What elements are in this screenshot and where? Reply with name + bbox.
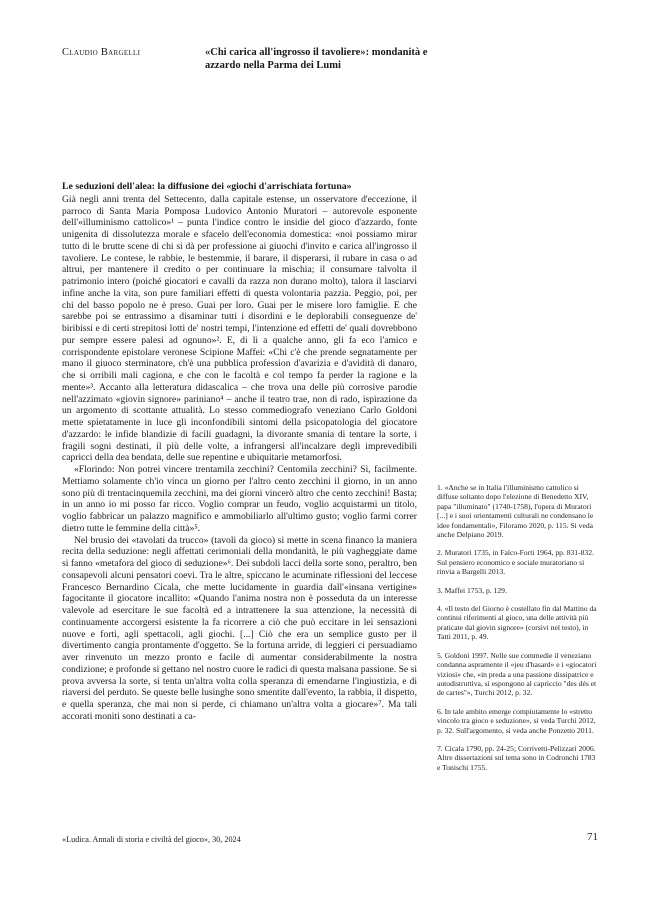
footnote-4: 4. «Il testo del Giorno è costellato fin dal Mattino da continui riferimenti al gioco, una delle attività più praticate dal giovin signore» (corsivi nel testo), in Tatti 2011, p. 49.: [437, 604, 597, 642]
footnote-6: 6. In tale ambito emerge compiutamente lo «stretto vincolo tra gioco e seduzione», si veda Turchi 2012, p. 32. Sull'argomento, si veda anche Ponzetto 2011.: [437, 706, 596, 735]
section-heading: Le seduzioni dell'alea: la diffusione dei «giochi d'arrischiata fortuna»: [62, 181, 352, 192]
footnote-1: 1. «Anche se in Italia l'illuminismo cattolico si diffuse soltanto dopo l'elezione di Benedetto XIV, papa "illuminato" (1740-1758), l'opera di Muratori [...] e i suoi orientamenti culturali ne condensano le idee fondamentali», Filoramo 2020, p. 115. Si veda anche Delpiano 2019.: [437, 483, 594, 540]
journal-footer: «Ludica. Annali di storia e civiltà del gioco», 30, 2024: [62, 835, 241, 844]
footnote-2: 2. Muratori 1735, in Falco-Forti 1964, pp. 831-832. Sul pensiero economico e sociale muratoriano si rinvia a Bargelli 2013.: [437, 548, 594, 577]
body-paragraph-2: «Florindo: Non potrei vincere trentamila zecchini? Centomila zecchini? Sì, facilmente. Mettiamo solamente ch'io vinca un giorno per l'altro cento zecchini il giorno, in un anno sono più di trentacinquemila zecchini, ma dei giorni vincerò altro che cento zecchini! Basta; in un anno io mi posso far ricco. Voglio comprar un feudo, voglio acquistarmi un titolo, voglio fabbricar un palazzo magnifico e ammobiliarlo all'ultimo gusto; voglio farmi correr dietro tutte le femmine della città»⁵.: [62, 464, 417, 534]
footnote-5: 5. Goldoni 1997. Nelle sue commedie il veneziano condanna aspramente il «jeu d'hasard» e i «giocatori viziosi» che, «in preda a una passione dissipatrice e autodistruttiva, si espongono al capriccio "des dés et de cartes"», Turchi 2012, p. 32.: [437, 650, 597, 698]
page-number: 71: [587, 831, 598, 843]
footnotes-column: [437, 483, 599, 781]
body-paragraph-3: Nel brusio dei «tavolati da trucco» (tavoli da gioco) si mette in scena financo la maniera recita della seduzione: negli affettati cerimoniali della mondanità, le più vagheggiate dame si fanno «metafora del gioco di seduzione»⁶. Dei subdoli lacci della sorte sono, peraltro, ben consapevoli alcuni pensatori coevi. Tra le altre, spiccano le acuminate riflessioni del leccese Francesco Bernardino Cicala, che mette lucidamente in guardia dall'«insana vertigine» fagocitante il giocatore incallito: «Quando l'anima nostra non è posseduta da un interesse valevole ad esercitare le sue facoltà ed a intrattenere la sua attenzione, la necessità di continuamente accorgersi esistente la fa ricorrere a ciò che può eccitare in lei sensazioni nuove e forti, agli spettacoli, agli giochi. [...] Ciò che era un semplice gusto per il divertimento cangia prontamente d'oggetto. Se la fortuna arride, di leggieri ci persuadiamo aver rinvenuto un mezzo pronto e facile di aumentar considerabilmente la nostra condizione; e profonde si gettano nel nostro cuore le radici di questa malsana passione. Se si prova avversa la sorte, si tenta un'altra volta colla speranza di emendarne l'ingiustizia, e di riaversi del perduto. Se queste belle lusinghe sono smentite dall'evento, la rabbia, il dispetto, e quella speranza, che mai non si perde, ci chiamano un'altra volta a giocare»⁷. Ma tali accorati moniti sono destinati a ca-: [62, 534, 417, 722]
running-head-title: «Chi carica all'ingrosso il tavoliere»: mondanità e azzardo nella Parma dei Lumi: [205, 47, 428, 71]
footnote-3: 3. Maffei 1753, p. 129.: [437, 585, 507, 595]
main-text-column: [62, 181, 417, 723]
footnote-7: 7. Cicala 1790, pp. 24-25; Corrivetti-Pelizzari 2006. Altre dissertazioni sul tema sono in Codronchi 1783 e Tonischi 1755.: [437, 743, 596, 772]
body-paragraph-1: Già negli anni trenta del Settecento, dalla capitale estense, un osservatore d'eccezione, il parroco di Santa Maria Pomposa Ludovico Antonio Muratori – autorevole esponente dell'«illuminismo cattolico»¹ – punta l'indice contro le insidie del gioco d'azzardo, fonte unigenita di dissolutezza morale e sfacelo dell'economia domestica: «noi possiamo mirar tutto di le brutte scene di chi si dà per professione ai giuochi d'invito e carica all'ingrosso il tavoliere. Le contese, le rabbie, le bestemmie, il barare, il disperarsi, il rubare in casa o ad altrui, per mantenere il credito o per continuare la mischia; il consumare talvolta il patrimonio intero (poiché giocatori e cavalli da razza non durano molto), talora il lasciarvi infine anche la vita, son pure familiari effetti di questa volontaria pazzia. Peggio, poi, per chi del basso popolo ne è preso. Guai per loro. Guai per le misere loro famiglie. E che sarebbe poi se entrassimo a disaminar tutti i disordini e le deplorabili conseguenze de' biribissi e di certi strepitosi lotti de' nostri tempi, l'intenzione ed effetti de' quali dovrebbono pur sempre essere palesi ad ognuno»². E, di lì a qualche anno, gli fa eco l'amico e corrispondente epistolare veronese Scipione Maffei: «Chi c'è che prende segnatamente per mano il giuoco sterminatore, ch'è una pubblica profession d'avarizia e d'avidità di danaro, che si orribili mali cagiona, e che con le facoltà e col tempo fa perder la ragione e la mente»³. Accanto alla letteratura didascalica – che trova una delle più corrosive parodie nell'azzimato «giovin signore» pariniano⁴ – anche il teatro trae, non di rado, ispirazione da un argomento di scottante attualità. Lo stesso commediografo veneziano Carlo Goldoni mette spietatamente in luce gli inconfondibili sintomi della psicopatologia del giocatore d'azzardo: le infide blandizie di facili guadagni, la divorante smania di tentare la sorte, i fragili sogni destinati, il più delle volte, a infrangersi all'incalzare degli imprevedibili capricci della dea bendata, delle sue repentine e ubiquitarie metamorfosi.: [62, 193, 417, 464]
running-head-author: Claudio Bargelli: [62, 47, 141, 58]
